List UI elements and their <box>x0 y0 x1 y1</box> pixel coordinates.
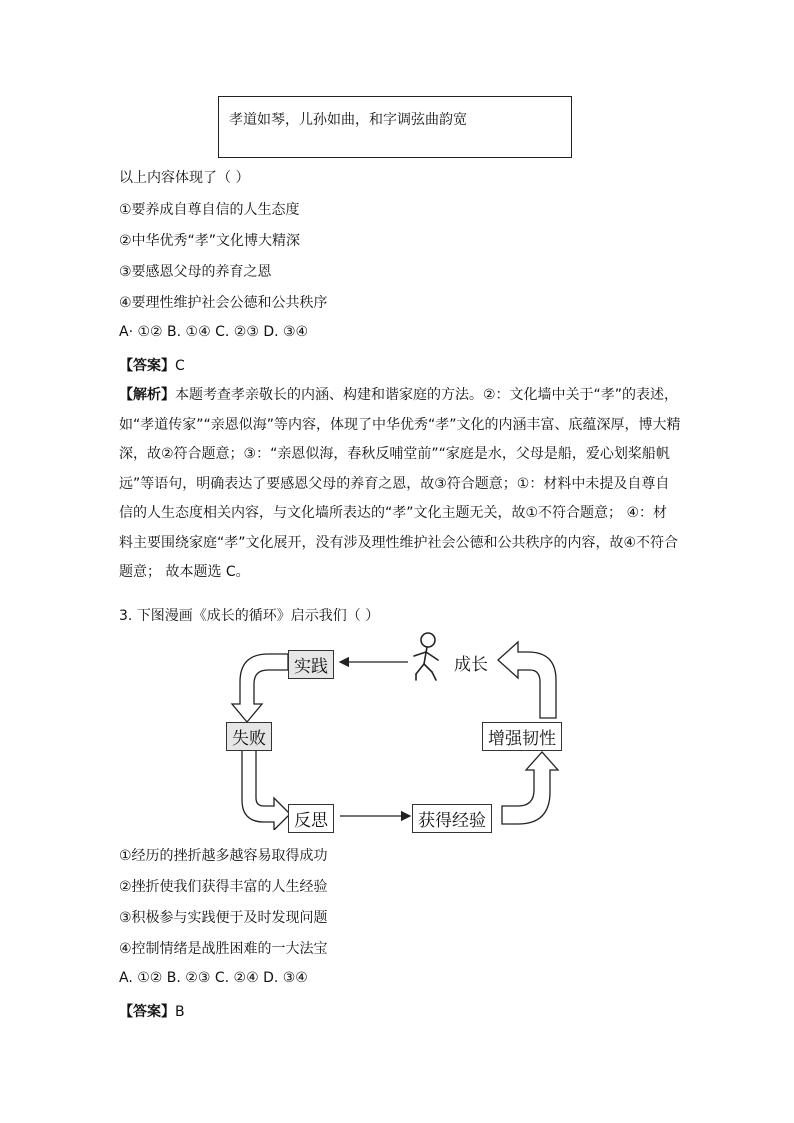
q3-option-3: ③积极参与实践便于及时发现问题 <box>119 910 328 926</box>
choices: A· ①② B. ①④ C. ②③ D. ③④ <box>119 324 309 340</box>
analysis-label: 【解析】 <box>119 387 175 403</box>
option-1: ①要养成自尊自信的人生态度 <box>119 202 300 218</box>
answer-label: 【答案】 <box>119 358 175 374</box>
growth-cycle-diagram <box>230 630 580 830</box>
q3-option-2: ②挫折使我们获得丰富的人生经验 <box>119 879 328 895</box>
node-reflection: 反思 <box>288 804 334 833</box>
node-resilience: 增强韧性 <box>482 722 562 751</box>
option-4: ④要理性维护社会公德和公共秩序 <box>119 295 328 311</box>
q3-answer-value: B <box>175 1004 185 1020</box>
answer-value: C <box>175 358 185 374</box>
analysis-line: 料主要围绕家庭“孝”文化展开，没有涉及理性维护社会公德和公共秩序的内容，故④不符合 <box>119 534 679 551</box>
analysis-line: 深，故②符合题意；③：“亲恩似海，春秋反哺堂前”“家庭是水，父母是船，爱心划桨船帆 <box>119 446 670 462</box>
quote-box <box>218 96 572 158</box>
node-failure: 失败 <box>226 722 272 751</box>
running-person-icon <box>414 633 438 680</box>
question-3-stem: 3. 下图漫画《成长的循环》启示我们（ ） <box>119 608 380 624</box>
analysis-line: 【解析】本题考查孝亲敬长的内涵、构建和谐家庭的方法。②：文化墙中关于“孝”的表述， <box>119 387 679 403</box>
analysis-line: 题意； 故本题选 C。 <box>119 564 250 580</box>
analysis-line: 远”等语句，明确表达了要感恩父母的养育之恩，故③符合题意；①：材料中未提及自尊自 <box>119 475 670 492</box>
hollow-arrow-practice-to-failure <box>232 654 288 722</box>
option-3: ③要感恩父母的养育之恩 <box>119 264 272 280</box>
answer <box>119 355 185 375</box>
node-practice: 实践 <box>288 650 334 679</box>
q3-answer <box>119 1001 185 1021</box>
q3-choices: A. ①② B. ②③ C. ②④ D. ③④ <box>119 970 308 986</box>
q3-answer-label: 【答案】 <box>119 1004 175 1020</box>
analysis-line: 信的人生态度相关内容，与文化墙所表达的“孝”文化主题无关，故①不符合题意； ④：材 <box>119 505 668 521</box>
analysis-line: 如“孝道传家”“亲恩似海”等内容，体现了中华优秀“孝”文化的内涵丰富、底蕴深厚，博大精 <box>119 416 681 433</box>
analysis <box>119 381 683 588</box>
question-stem: 以上内容体现了（ ） <box>119 170 250 186</box>
q3-option-4: ④控制情绪是战胜困难的一大法宝 <box>119 941 328 957</box>
q3-option-1: ①经历的挫折越多越容易取得成功 <box>119 848 328 864</box>
quote-text: 孝道如琴，儿孙如曲，和字调弦曲韵宽 <box>229 112 467 128</box>
hollow-arrow-failure-to-reflection <box>242 750 290 830</box>
option-2: ②中华优秀“孝”文化博大精深 <box>119 233 301 249</box>
hollow-arrow-resilience-to-growth <box>498 642 556 718</box>
node-growth: 成长 <box>454 655 488 675</box>
node-experience: 获得经验 <box>412 804 492 833</box>
hollow-arrow-experience-to-resilience <box>502 752 558 824</box>
